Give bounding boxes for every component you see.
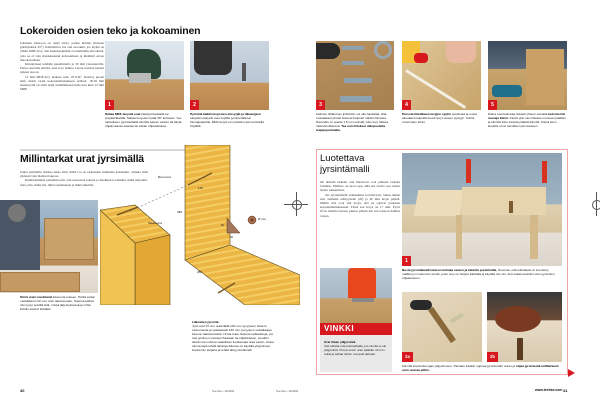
caption-text: lokerosta toiseen. Pöritä seläsi merkkikkuri niin etu- kuin takareunaan. Suenna katkat, niin pysyt selvillä siitä, missä järjestyksessä ja mihin kohtiin lokerot liitetään.: [20, 295, 95, 311]
photo-caption: [20, 295, 96, 311]
body-paragraph: Kiinnitykset tehdään puualiimalla ja 30 mm ylerastereilla. Pensa rauveille eittäisi, ettei levy halkea. Upota ruuvien kannat pinnan tasoon.: [20, 62, 104, 75]
tape-strip: [340, 96, 372, 102]
router-bit: [450, 313, 464, 323]
box-leg: [530, 215, 538, 259]
caption-text: Kiinnitä kopiointirengas yläjyrsimeen. Painaan käsikin uppoaa jyrsinterälin uraan ja: [402, 364, 516, 368]
router-base: [495, 306, 541, 332]
caption-text: Huomaa, että tukiräkeät on k-lentetty mallilevyn molemmin puolin, joten levy on helppo kääntää ja käyttää niin etu- kuin takareunaintin urien jyrsimien ohjaamiseen.: [402, 268, 555, 280]
registration-line: [284, 204, 308, 205]
footer-issue-right: Tee Itse • 11/2004: [276, 389, 299, 393]
router-bit: [242, 63, 246, 81]
caption-bold: ohjaa jyrsinterää millitarkasti uran reunaa pitkin.: [402, 364, 559, 372]
dashed-guide: [130, 185, 188, 211]
tape-strip: [342, 61, 364, 65]
corner-bracket: [227, 218, 240, 233]
caption-text: Paina osat kalmaaa tiukasti yhteen samalla: [488, 112, 549, 116]
template-left: [414, 190, 465, 216]
tape-strip: [344, 78, 372, 83]
photo-number-badge: 2: [190, 100, 199, 110]
photo-caption: [316, 112, 394, 132]
box-title-line: Luotettava: [320, 153, 365, 164]
jigsaw-foot: [352, 298, 374, 302]
label-pohja: Bounorna: [158, 175, 172, 179]
footer-issue-left: Tee Itse • 11/2004: [212, 389, 235, 393]
photo-caption: [105, 112, 184, 128]
label-bracket-w: 60: [230, 235, 234, 239]
photo-copy-ring: [402, 292, 482, 362]
screwdriver: [492, 85, 522, 97]
photo-router: [190, 41, 269, 110]
caption-text: käsipyörösahalla tai pöytäsirkkelillä. Sahaa levyosien päät 45° kulmaan. Yee sahauksen pyörösahalla kiinnitä tukeen vasten tai käytä ohjainvaaraa saanaa tai sahan ohjauskiskoa.: [105, 112, 182, 128]
clamp: [466, 159, 471, 183]
clamp: [542, 161, 547, 183]
photo-circular-saw: [105, 41, 184, 110]
body-paragraph: On tärkeää tärkeää, että liitosuorit ovat pituussi tarkasti toisiinsa. Mallisto on suora apu, sillä sen avulla saat ratsitu täysin samanlaiset.: [320, 180, 400, 193]
glue-line: [405, 69, 466, 109]
section-title-grooves: Millintarkat urat jyrsimällä: [20, 153, 144, 165]
slot: [428, 307, 456, 343]
slot: [517, 338, 523, 360]
box-leg: [456, 215, 462, 259]
body-paragraph: Jatkat pöitimäin tarkkaa lakaa siitä, mikä voi on tarkastettu miinkään kokeiluun, valikka liitat yhdessä vain hieman lokeroa.: [20, 170, 148, 179]
label-bracket-h: 60: [221, 223, 225, 227]
box: [44, 218, 94, 260]
photo-number-badge: 3: [316, 100, 325, 110]
box-title: [320, 153, 400, 175]
photo-caption: [488, 112, 567, 128]
label-takareuna: Takareuna: [148, 221, 163, 225]
hand: [446, 41, 476, 63]
box-title-line: jyrsintämalli: [320, 164, 370, 175]
label-dim-vertical: 280: [177, 210, 183, 214]
body-paragraph: Tee jyrsintämalli esimerkiksi kovalevystä. Sahaa siihen urat olemalle etäisyydelle (20) ja 40 mm levyn päästä. Mallin urat ovat sitä levyä, että ne sopivat jyrsimen kopiointiholkkaaseen. Tässä sen levys on 17 mm. Pyöri fir'on mallin toisesee pituisa päässä niit sen lokeron halmas vasten.: [320, 192, 400, 218]
website-url: www.teeitse.com: [535, 388, 563, 392]
tip-box-title: VINKKI: [320, 323, 392, 335]
photo-caption: [402, 268, 562, 280]
caption-bold: Lilkoarlen jyrsintä: [192, 320, 219, 324]
side-panel-front: [135, 235, 170, 305]
photo-drill-tape: [316, 41, 394, 110]
page-number-right: 41: [563, 388, 568, 393]
continue-arrow-icon: [568, 369, 575, 377]
caption-bold: Nosta jyrsintämalli lokeron kulmaa vasten ja kiinnitä puristimilla.: [402, 268, 498, 272]
label-dim-groove: 130: [198, 186, 204, 190]
caption-bold: Tee ensi liitokset ulkopuolelta teippiepuristalla.: [316, 124, 386, 132]
tip-box-text: [324, 340, 390, 356]
photo-router-in-groove: [487, 292, 562, 362]
photo-marking-grooves: [0, 200, 98, 293]
photo-number-badge: 2b: [487, 352, 498, 362]
person-head: [8, 204, 26, 222]
caption-bold: kuin kierrät ruuveja kiinni.: [488, 112, 565, 120]
drill-shape: [316, 43, 340, 59]
caption-bold: Pyöristä kaikki levyosien etusyrjät ja takaaryjien: [190, 112, 261, 116]
photo-screwing-box: [488, 41, 567, 110]
bottom-panel: [185, 245, 300, 305]
glue-cap: [414, 53, 428, 63]
diagram-caption: [192, 320, 274, 352]
template-right: [462, 187, 546, 215]
photo-number-badge: 4: [402, 100, 411, 110]
photo-jigsaw: [320, 268, 392, 328]
registration-mark-icon: [590, 198, 600, 210]
tape-strip: [342, 46, 364, 50]
box-panel: [526, 49, 564, 105]
diagram-svg: [100, 145, 300, 305]
photo-router-template: [402, 153, 562, 266]
photo-number-badge: 2a: [402, 352, 413, 362]
caption-bold: Siirrä urien merkinnät: [20, 295, 52, 299]
body-paragraph: Jokainen lokeroon on neljä sivua, joiden kulmat jiirataan (päätyhuulat 45°). Kulmaliitos saa olla suorakin, jos leyhsi on vähän MDF-levy. Sen katkokseipäistä on niemittäin alla sininä, jotta se ei vain muokkaannut kohoaamaan ja kiemistä eeven muodostamaan.: [20, 41, 104, 62]
section1-body: [20, 41, 104, 91]
tape-roll: [374, 41, 392, 59]
router-shape: [194, 41, 232, 75]
photo-caption: [190, 112, 269, 128]
caption-text: ulospäin näkyvät osat sopiilla jyrsinterällä tai hiomapaperilla. MDF-levyä voi työstää myös teräosilla höylällä.: [190, 116, 264, 128]
tip-title: Urat ilman yläjyrsintä: [324, 340, 356, 344]
jigsaw-body: [348, 268, 376, 298]
section-title-assembly: Lokeroiden osien teko ja kokoaminen: [20, 25, 201, 37]
photo-glue-bottle: [402, 41, 481, 110]
photo-caption: [402, 112, 481, 124]
page-number-left: 40: [20, 388, 25, 393]
photo-number-badge: 1: [402, 256, 411, 266]
body-paragraph: 12 mm MDF-levy maksaa noin 18 €/m². Isolaloy puolet siitä, mutta vaatii kokonaistilaisuuteen eräässä. 18/18 mm lastulevyllä on vielä neljä seinämäkseen kahvosaa kuin 12 mm MDF.: [20, 74, 104, 92]
label-screw: Ø mm: [258, 217, 267, 221]
body-paragraph: Runtiteleminen paineikin uriit, että nouseevat lokeret ja merkkiarvot mikäin, mikä remontin-tulos ylös, mikä siis, mikä vanemanele ja mikä eikerille.: [20, 178, 148, 187]
caption-bold: Pursota liitettävien levyjen syrjiin: [402, 112, 452, 116]
photo-caption: [402, 364, 562, 372]
caption-text: Kiertä yksi ruuvi liitoksen reisean päähän ja kiinnitä liitos toiselta päästä kiinnitä. Kiertä siten kiedelle ruuvi samalla myös kiedeen.: [488, 116, 566, 128]
slot: [509, 201, 513, 213]
saw-blade-guard: [129, 73, 151, 83]
groove-diagram: [100, 145, 300, 305]
screw-hole: [251, 219, 253, 221]
tip-body: Voit sahata urat pistosahalla, jos sinulla ei ole yläjyrsintä. Porua ensin uran päähän 13 mm reikä ja sahaa siihen ura auki tarkasti.: [324, 344, 387, 356]
caption-bold: Sahaa MDF-levystä osat: [105, 112, 141, 116]
photo-number-badge: 5: [488, 100, 497, 110]
label-dim-bottom: 280: [197, 270, 203, 274]
caption-text: puuliimaa ja nosta aluetaanti teipeillä tuetut levyt varoen pystyyn. Kiertä ruuvit siten kiinni.: [402, 112, 477, 124]
caption-text: Kalmien liittäminen jiiritoksiin voi olla hankalaa, sillä ruotsalaiset pinnat liukuvat helposti mäisiin liimasta. Nauvaillo on poatta 1,5 mm esinalit, ettei levy halkea niitä kiinnittäessä.: [316, 112, 389, 128]
back-panel: [185, 145, 230, 260]
caption-text: Jyrsi urat 13 mm urateräillä 130 mm syvyyteen lokeron etureunasta ja vastaavasti 130 mm syvyyteen vastaikkaan lokeron takareunaista. Urista tulee helposti epätarkkoja, jos tuet jyrsimen suoraan ihastaan tai ohjainkiskon, soudirin tämän tuen siirtoa vaalellisen koukaunaa uraa varten. Ainoa varma tapa tehdä tarkkoja liikossa on käyttää ylöjyrsimen kopioinnin terijarta ja tehdä alla jyrsintämalli.: [192, 324, 274, 352]
box-bottom: [0, 272, 80, 292]
photo-number-badge: 1: [105, 100, 114, 110]
box-body: [320, 180, 400, 218]
